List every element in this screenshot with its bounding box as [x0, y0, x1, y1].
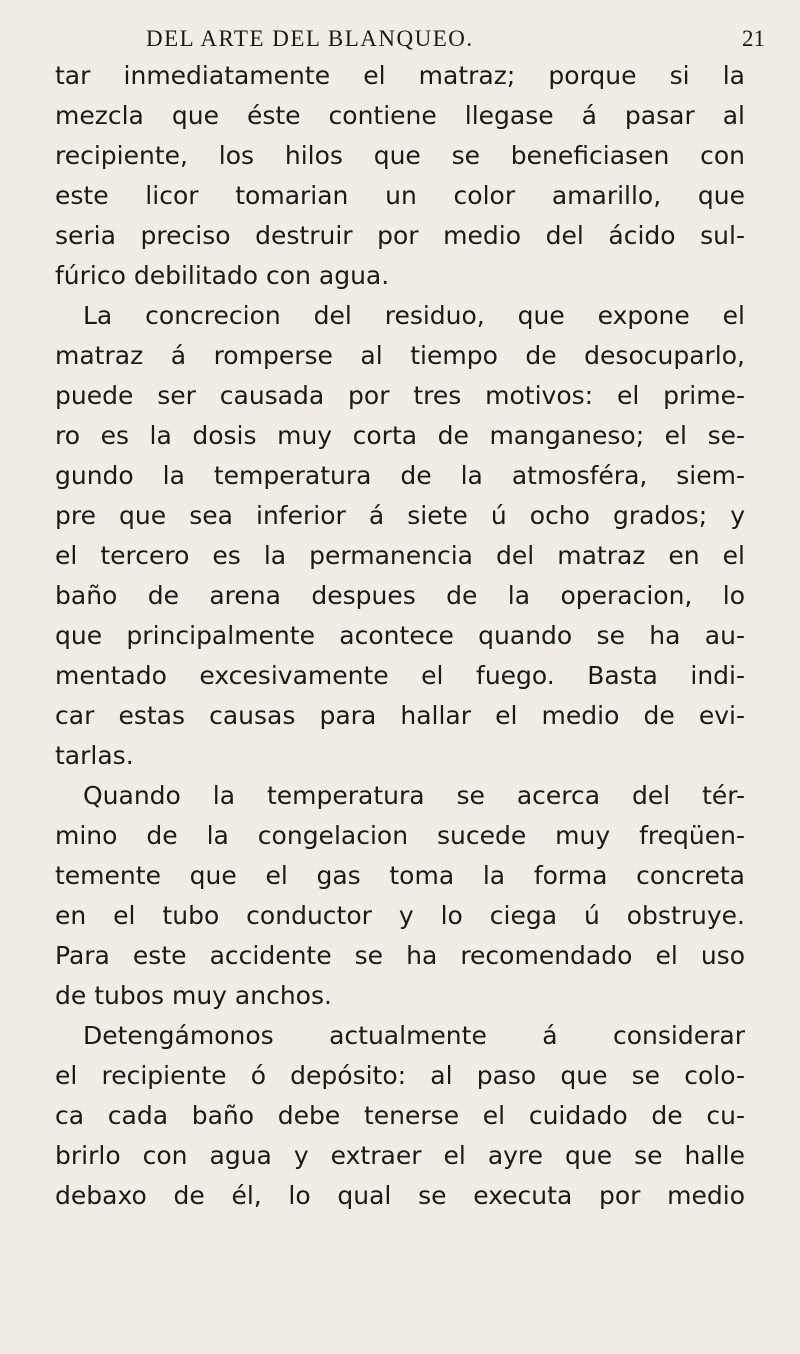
- running-title: DEL ARTE DEL BLANQUEO.: [146, 26, 474, 51]
- text-line: seria preciso destruir por medio del ácido sul-: [55, 221, 745, 250]
- body-text: [55, 56, 745, 1216]
- text-line: ca cada baño debe tenerse el cuidado de cu-: [55, 1101, 745, 1130]
- text-line: recipiente, los hilos que se beneficiasen con: [55, 141, 745, 170]
- text-line: gundo la temperatura de la atmosféra, siem-: [55, 461, 745, 490]
- text-line: puede ser causada por tres motivos: el prime-: [55, 381, 745, 410]
- page-number: 21: [742, 26, 765, 51]
- text-line: este licor tomarian un color amarillo, que: [55, 181, 745, 210]
- text-line: ro es la dosis muy corta de manganeso; el se-: [55, 421, 745, 450]
- text-line: matraz á romperse al tiempo de desocuparlo,: [55, 341, 745, 370]
- text-line: el tercero es la permanencia del matraz en el: [55, 541, 745, 570]
- text-line: mentado excesivamente el fuego. Basta indi-: [55, 661, 745, 690]
- text-line: el recipiente ó depósito: al paso que se colo-: [55, 1061, 745, 1090]
- text-line: debaxo de él, lo qual se executa por medio: [55, 1181, 745, 1210]
- text-line: de tubos muy anchos.: [55, 981, 332, 1010]
- text-line: brirlo con agua y extraer el ayre que se halle: [55, 1141, 745, 1170]
- text-line: baño de arena despues de la operacion, lo: [55, 581, 745, 610]
- text-line: que principalmente acontece quando se ha au-: [55, 621, 745, 650]
- text-line: pre que sea inferior á siete ú ocho grados; y: [55, 501, 745, 530]
- paragraph-start-line: La concrecion del residuo, que expone el: [83, 301, 745, 330]
- text-line: temente que el gas toma la forma concreta: [55, 861, 745, 890]
- text-line: fúrico debilitado con agua.: [55, 261, 390, 290]
- text-line: Para este accidente se ha recomendado el uso: [55, 941, 745, 970]
- paragraph-start-line: Detengámonos actualmente á considerar: [83, 1021, 745, 1050]
- text-line: mino de la congelacion sucede muy freqüen-: [55, 821, 745, 850]
- text-line: mezcla que éste contiene llegase á pasar al: [55, 101, 745, 130]
- text-line: car estas causas para hallar el medio de evi-: [55, 701, 745, 730]
- running-head: [60, 26, 765, 56]
- text-line: tar inmediatamente el matraz; porque si la: [55, 61, 745, 90]
- text-line: en el tubo conductor y lo ciega ú obstruye.: [55, 901, 745, 930]
- paragraph-start-line: Quando la temperatura se acerca del tér-: [83, 781, 745, 810]
- text-line: tarlas.: [55, 741, 134, 770]
